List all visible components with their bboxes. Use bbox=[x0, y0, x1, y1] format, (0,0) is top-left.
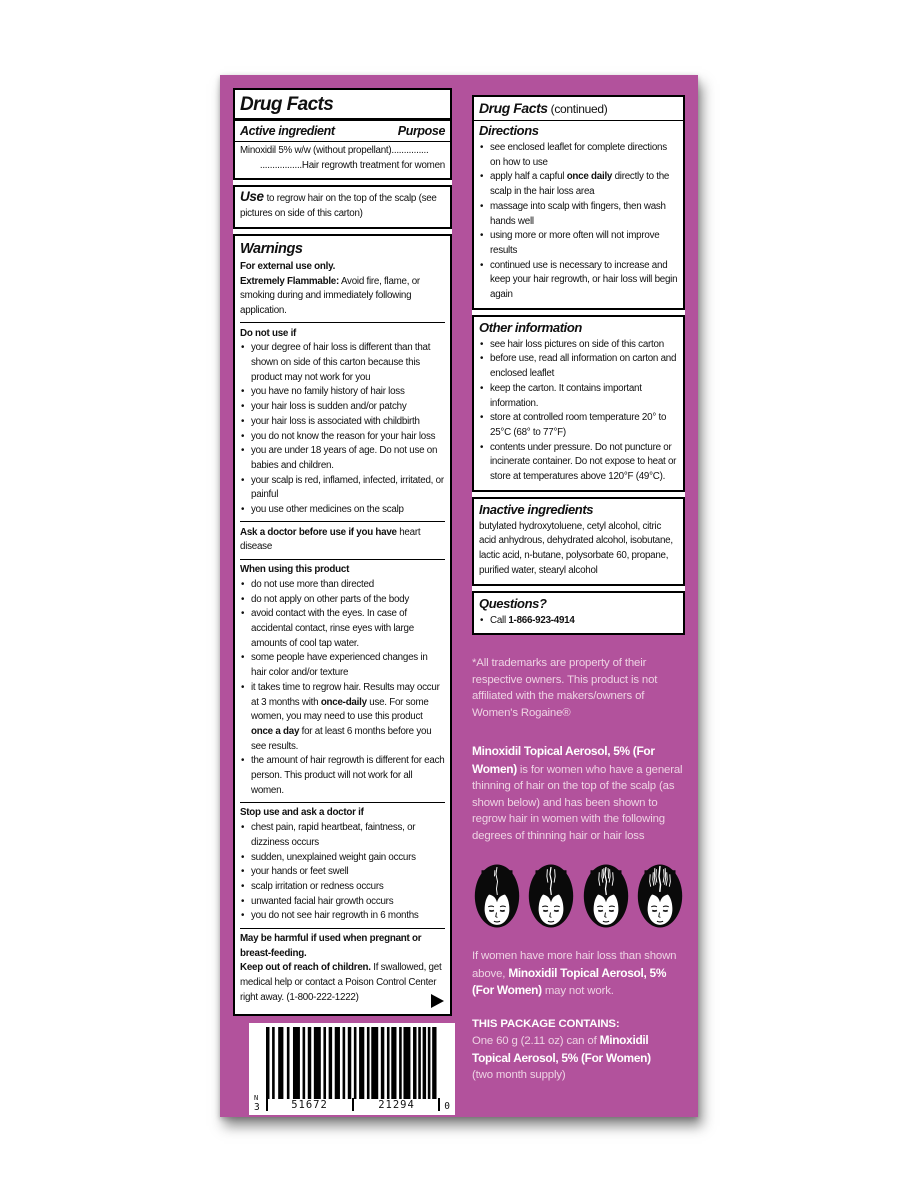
bullet-item: • apply half a capful once daily directly to the scalp in the hair loss area bbox=[479, 170, 678, 199]
package-contains-heading: THIS PACKAGE CONTAINS: bbox=[472, 1017, 620, 1030]
bullet-item: • you have no family history of hair loss bbox=[240, 385, 445, 400]
use-box bbox=[233, 185, 452, 228]
inactive-ingredients-text: butylated hydroxytoluene, cetyl alcohol, citric acid anhydrous, dehydrated alcohol, isobutane, lactic acid, n-butane, polysorbate 60, propane, purified water, stearyl alcohol bbox=[479, 520, 673, 576]
bullet-item: • scalp irritation or redness occurs bbox=[240, 880, 445, 895]
external-use-text: For external use only. bbox=[240, 260, 336, 272]
barcode-digit-group: 51672 bbox=[291, 1098, 328, 1111]
bullet-item: • the amount of hair regrowth is different for each person. This product will not work for all women. bbox=[240, 754, 445, 798]
hair-loss-stages-illustration bbox=[472, 864, 685, 928]
drug-facts-header-box bbox=[233, 88, 452, 180]
purpose-heading: Purpose bbox=[397, 124, 445, 138]
other-information-list bbox=[479, 338, 678, 485]
upc-barcode bbox=[249, 1023, 455, 1115]
right-panel-stack bbox=[472, 95, 685, 635]
bullet-item: • massage into scalp with fingers, then wash hands well bbox=[479, 200, 678, 229]
continued-arrow-icon bbox=[431, 994, 444, 1008]
barcode-digits-row bbox=[266, 1099, 440, 1112]
hair-thinning-stage-4-icon bbox=[637, 864, 683, 928]
bullet-item: • your hair loss is sudden and/or patchy bbox=[240, 400, 445, 415]
drug-facts-continued-title: Drug Facts (continued) bbox=[479, 100, 608, 116]
questions-box bbox=[472, 591, 685, 636]
section-rule bbox=[240, 928, 445, 929]
barcode-left-digits bbox=[254, 1027, 266, 1112]
inactive-ingredients-box bbox=[472, 497, 685, 586]
bullet-item: • you do not see hair regrowth in 6 months bbox=[240, 909, 445, 924]
bullet-item: • chest pain, rapid heartbeat, faintness, or dizziness occurs bbox=[240, 821, 445, 850]
directions-heading: Directions bbox=[479, 123, 539, 138]
bullet-item: • your hair loss is associated with childbirth bbox=[240, 415, 445, 430]
heavy-rule bbox=[235, 118, 450, 121]
bullet-item: • unwanted facial hair growth occurs bbox=[240, 895, 445, 910]
right-column bbox=[472, 95, 685, 1084]
product-carton-back-panel bbox=[220, 75, 698, 1117]
bullet-item: • see enclosed leaflet for complete directions on how to use bbox=[479, 141, 678, 170]
package-contains-supply: (two month supply) bbox=[472, 1069, 566, 1082]
barcode-guard-bar bbox=[438, 1098, 440, 1111]
bullet-item: • do not use more than directed bbox=[240, 578, 445, 593]
barcode-digit: 0 bbox=[444, 1100, 450, 1112]
package-contains-line: One 60 g (2.11 oz) can of Minoxidil Topical Aerosol, 5% (For Women) bbox=[472, 1033, 651, 1065]
bullet-item: • see hair loss pictures on side of this carton bbox=[479, 338, 678, 353]
bullet-item: • you use other medicines on the scalp bbox=[240, 503, 445, 518]
barcode-guard-bar bbox=[352, 1098, 354, 1111]
product-description: Minoxidil Topical Aerosol, 5% (For Women) is for women who have a general thinning of hair on the top of the scalp (as shown below) and has been shown to regrow hair in women with the following degrees of thinning hair or hair loss bbox=[472, 744, 683, 842]
more-hair-loss-note: If women have more hair loss than shown above, Minoxidil Topical Aerosol, 5% (For Women) may not work. bbox=[472, 950, 677, 998]
section-rule bbox=[240, 521, 445, 522]
other-information-box bbox=[472, 315, 685, 492]
mid-rule bbox=[474, 120, 683, 121]
do-not-use-heading: Do not use if bbox=[240, 327, 297, 339]
when-using-heading: When using this product bbox=[240, 564, 350, 576]
ask-doctor-text: Ask a doctor before use if you have heart disease bbox=[240, 526, 421, 553]
bullet-item: • your degree of hair loss is different than that shown on side of this carton because this product may not work for you bbox=[240, 341, 445, 385]
bullet-item: • avoid contact with the eyes. In case of accidental contact, rinse eyes with large amounts of cool tap water. bbox=[240, 607, 445, 651]
barcode-digit: 3 bbox=[254, 1101, 260, 1113]
bullet-item: • some people have experienced changes in hair color and/or texture bbox=[240, 651, 445, 680]
when-using-list bbox=[240, 578, 445, 799]
keep-out-of-reach-text: Keep out of reach of children. If swallowed, get medical help or contact a Poison Control Center right away. (1-800-222-1222) bbox=[240, 962, 442, 1003]
warnings-heading: Warnings bbox=[240, 240, 303, 257]
mid-rule bbox=[235, 141, 450, 142]
barcode-main bbox=[266, 1027, 440, 1112]
flammable-text: Extremely Flammable: Avoid fire, flame, or smoking during and immediately following application. bbox=[240, 275, 420, 316]
bullet-item: • you do not know the reason for your hair loss bbox=[240, 430, 445, 445]
trademark-note: *All trademarks are property of their respective owners. This product is not affiliated with the makers/owners of Women's Rogaine® bbox=[472, 657, 658, 719]
section-rule bbox=[240, 559, 445, 560]
purpose-line: .................Hair regrowth treatment for women bbox=[259, 159, 445, 171]
inactive-ingredients-heading: Inactive ingredients bbox=[479, 501, 594, 517]
section-rule bbox=[240, 322, 445, 323]
bullet-item: • using more or more often will not improve results bbox=[479, 229, 678, 258]
bullet-item: • store at controlled room temperature 20° to 25°C (68° to 77°F) bbox=[479, 411, 678, 440]
directions-list bbox=[479, 141, 678, 303]
section-rule bbox=[240, 802, 445, 803]
do-not-use-list bbox=[240, 341, 445, 517]
bullet-item: • continued use is necessary to increase and keep your hair regrowth, or hair loss will begin again bbox=[479, 259, 678, 303]
active-ingredient-line: Minoxidil 5% w/w (without propellant)............... bbox=[240, 145, 429, 156]
use-heading: Use bbox=[240, 189, 264, 205]
barcode-guard-bar bbox=[266, 1098, 268, 1111]
left-panel-stack bbox=[233, 88, 452, 1016]
drug-facts-title: Drug Facts bbox=[240, 94, 334, 115]
bullet-item: • do not apply on other parts of the body bbox=[240, 593, 445, 608]
barcode-prefix: N bbox=[254, 1093, 259, 1102]
stop-use-list bbox=[240, 821, 445, 924]
bullet-item: • your scalp is red, inflamed, infected, irritated, or painful bbox=[240, 474, 445, 503]
package-contains-section bbox=[472, 1016, 685, 1084]
bullet-item: • before use, read all information on carton and enclosed leaflet bbox=[479, 352, 678, 381]
hair-thinning-stage-3-icon bbox=[583, 864, 629, 928]
bullet-item: • keep the carton. It contains important information. bbox=[479, 382, 678, 411]
barcode-bars-icon bbox=[266, 1027, 440, 1099]
hair-thinning-stage-2-icon bbox=[528, 864, 574, 928]
bullet-item: • your hands or feet swell bbox=[240, 865, 445, 880]
use-text: to regrow hair on the top of the scalp (see pictures on side of this carton) bbox=[240, 193, 437, 220]
stop-use-heading: Stop use and ask a doctor if bbox=[240, 807, 364, 819]
pregnancy-warning-text: May be harmful if used when pregnant or breast-feeding. bbox=[240, 933, 422, 959]
hair-thinning-stage-1-icon bbox=[474, 864, 520, 928]
active-ingredient-heading: Active ingredient bbox=[240, 124, 335, 138]
bullet-item: • you are under 18 years of age. Do not use on babies and children. bbox=[240, 444, 445, 473]
active-ingredient-heading-row bbox=[240, 123, 445, 140]
left-column bbox=[233, 88, 452, 1115]
bullet-item: • contents under pressure. Do not puncture or incinerate container. Do not expose to heat or store at temperatures above 120°F (49°C). bbox=[479, 441, 678, 485]
questions-heading: Questions? bbox=[479, 595, 547, 611]
questions-list bbox=[479, 614, 678, 629]
other-information-heading: Other information bbox=[479, 319, 582, 335]
bullet-item: • sudden, unexplained weight gain occurs bbox=[240, 851, 445, 866]
bullet-item: • it takes time to regrow hair. Results may occur at 3 months with once-daily use. For some women, you may need to use this product once a day for at least 6 months before you see results. bbox=[240, 681, 445, 755]
barcode-digit-group: 21294 bbox=[378, 1098, 415, 1111]
warnings-box bbox=[233, 234, 452, 1016]
directions-box bbox=[472, 95, 685, 310]
barcode-right-digit bbox=[440, 1027, 450, 1112]
phone-number-item: • Call 1-866-923-4914 bbox=[479, 614, 678, 629]
